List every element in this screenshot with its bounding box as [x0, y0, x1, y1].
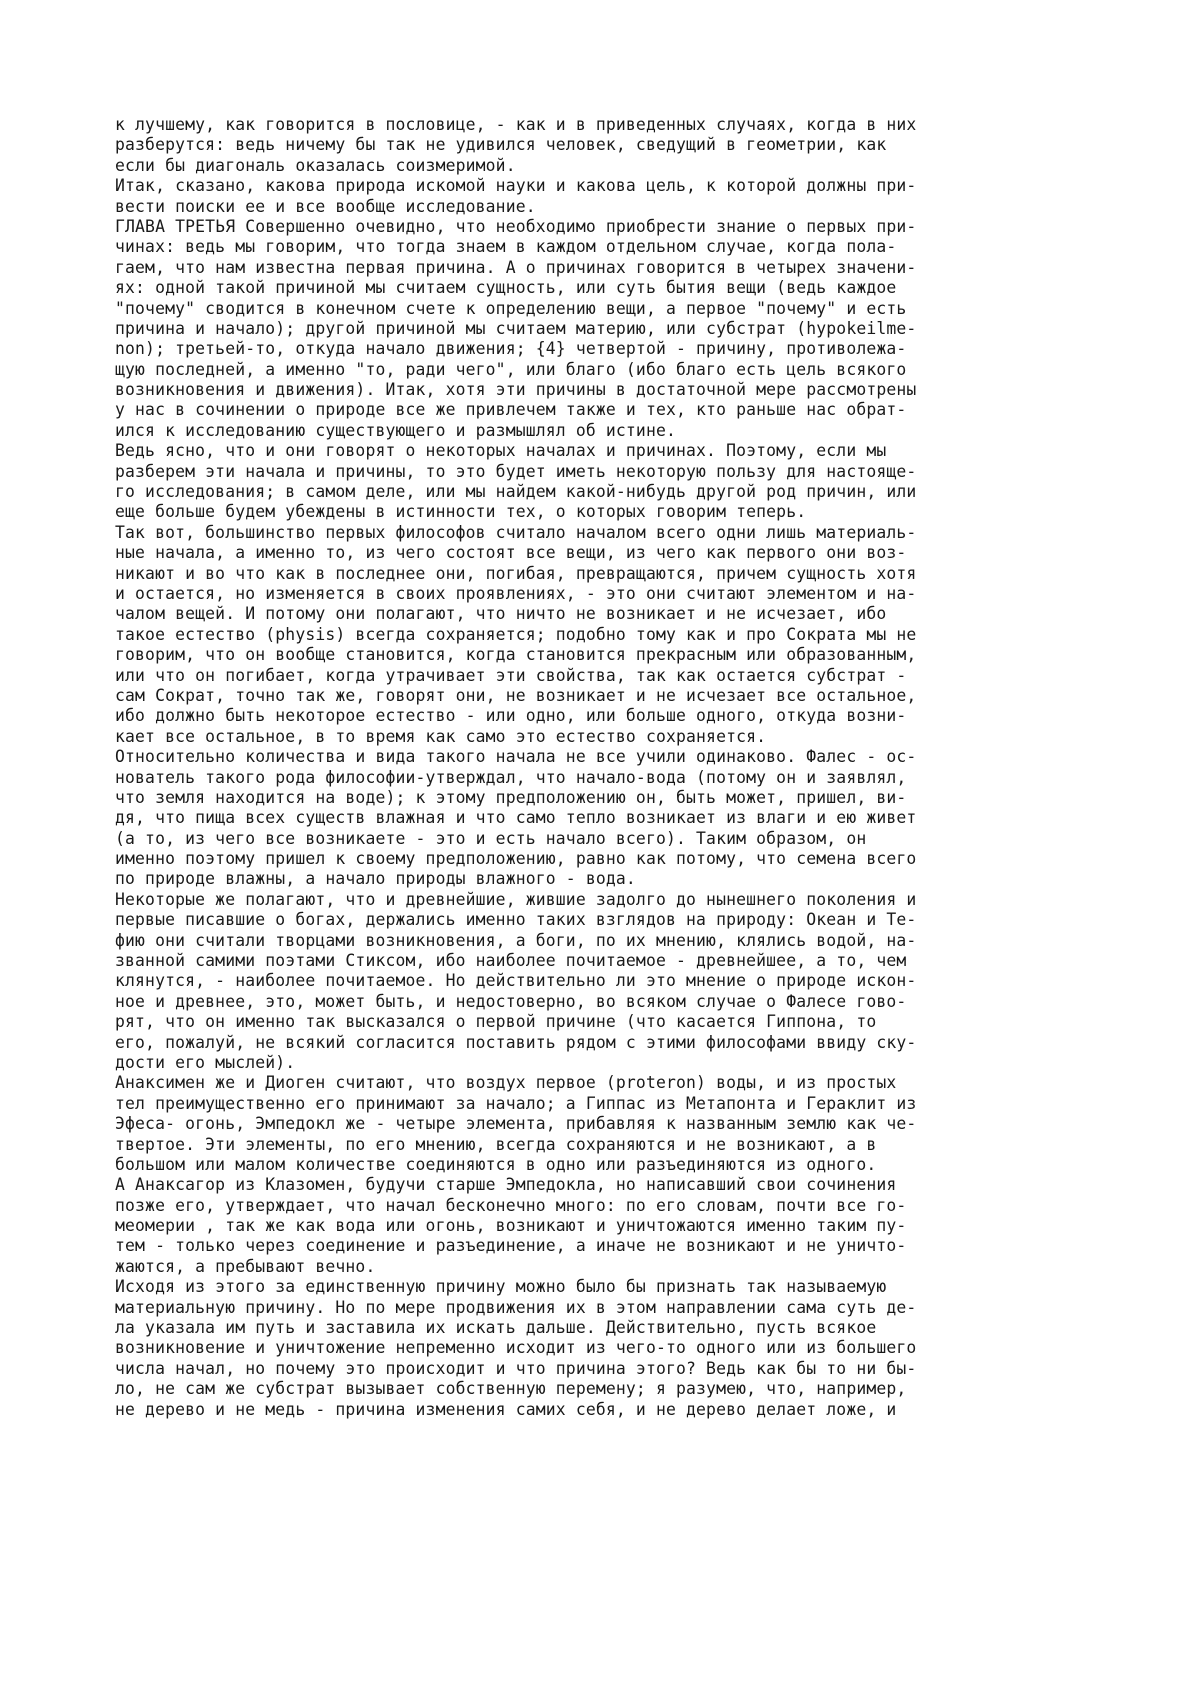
text-line: меомерии , так же как вода или огонь, возникают и уничтожаются именно таким пу-: [115, 1216, 907, 1236]
text-line: щую последней, а именно "то, ради чего", или благо (ибо благо есть цель всякого: [115, 359, 907, 379]
text-line: ГЛАВА ТРЕТЬЯ Совершенно очевидно, что необходимо приобрести знание о первых при-: [115, 216, 917, 236]
text-line: дя, что пища всех существ влажная и что само тепло возникает из влаги и ею живет: [115, 808, 917, 828]
text-line: ные начала, а именно то, из чего состоят все вещи, из чего как первого они воз-: [115, 543, 907, 563]
text-line: его, пожалуй, не всякий согласится поставить рядом с этими философами ввиду ску-: [115, 1032, 917, 1052]
text-line: материальную причину. Но по мере продвижения их в этом направлении сама суть де-: [115, 1297, 917, 1317]
text-line: большом или малом количестве соединяются в одно или разъединяются из одного.: [115, 1154, 877, 1174]
text-line: ибо должно быть некоторое естество - или одно, или больше одного, откуда возни-: [115, 706, 907, 726]
text-line: non); третьей-то, откуда начало движения; {4} четвертой - причину, противолежа-: [115, 339, 907, 359]
text-line: никают и во что как в последнее они, погибая, превращаются, причем сущность хотя: [115, 563, 917, 583]
text-line: Так вот, большинство первых философов считало началом всего одни лишь материаль-: [115, 522, 917, 542]
text-line: клянутся, - наиболее почитаемое. Но действительно ли это мнение о природе искон-: [115, 971, 917, 991]
text-line: или что он погибает, когда утрачивает эти свойства, так как остается субстрат -: [115, 665, 907, 685]
text-line: причина и начало); другой причиной мы считаем материю, или субстрат (hypokeilme-: [115, 318, 917, 338]
text-line: нователь такого рода философии-утверждал, что начало-вода (потому он и заявлял,: [115, 767, 907, 787]
text-line: у нас в сочинении о природе все же привлечем также и тех, кто раньше нас обрат-: [115, 400, 907, 420]
text-line: ях: одной такой причиной мы считаем сущность, или суть бытия вещи (ведь каждое: [115, 278, 897, 298]
text-line: ился к исследованию существующего и размышлял об истине.: [115, 420, 677, 440]
text-line: не дерево и не медь - причина изменения самих себя, и не дерево делает ложе, и: [115, 1399, 897, 1419]
text-line: дости его мыслей).: [115, 1052, 296, 1072]
text-line: разберем эти начала и причины, то это будет иметь некоторую пользу для настояще-: [115, 461, 917, 481]
text-line: Эфеса- огонь, Эмпедокл же - четыре элемента, прибавляя к названным землю как че-: [115, 1114, 917, 1134]
text-line: числа начал, но почему это происходит и что причина этого? Ведь как бы то ни бы-: [115, 1358, 917, 1378]
text-line: ло, не сам же субстрат вызывает собственную перемену; я разумею, что, например,: [115, 1379, 907, 1399]
text-line: и остается, но изменяется в своих проявлениях, - это они считают элементом и на-: [115, 583, 917, 603]
text-line: тел преимущественно его принимают за начало; а Гиппас из Метапонта и Гераклит из: [115, 1093, 917, 1113]
text-line: разберутся: ведь ничему бы так не удивился человек, сведущий в геометрии, как: [115, 135, 887, 155]
text-line: чинах: ведь мы говорим, что тогда знаем в каждом отдельном случае, когда пола-: [115, 237, 897, 257]
text-line: к лучшему, как говорится в пословице, - как и в приведенных случаях, когда в них: [115, 115, 917, 134]
text-line: первые писавшие о богах, держались именно таких взглядов на природу: Океан и Те-: [115, 910, 917, 930]
text-line: А Анаксагор из Клазомен, будучи старше Эмпедокла, но написавший свои сочинения: [115, 1175, 897, 1195]
text-line: Ведь ясно, что и они говорят о некоторых началах и причинах. Поэтому, если мы: [115, 441, 887, 461]
text-line: говорим, что он вообще становится, когда становится прекрасным или образованным,: [115, 645, 917, 665]
text-line: тем - только через соединение и разъединение, а иначе не возникают и не уничто-: [115, 1236, 907, 1256]
text-line: го исследования; в самом деле, или мы найдем какой-нибудь другой род причин, или: [115, 482, 917, 502]
text-line: позже его, утверждает, что начал бесконечно много: по его словам, почти все го-: [115, 1195, 907, 1215]
text-line: рят, что он именно так высказался о первой причине (что касается Гиппона, то: [115, 1012, 877, 1032]
document-text: [115, 115, 1105, 1420]
text-line: твертое. Эти элементы, по его мнению, всегда сохраняются и не возникают, а в: [115, 1134, 877, 1154]
text-line: Итак, сказано, какова природа искомой науки и какова цель, к которой должны при-: [115, 176, 917, 196]
text-line: (а то, из чего все возникаете - это и есть начало всего). Таким образом, он: [115, 828, 867, 848]
text-line: что земля находится на воде); к этому предположению он, быть может, пришел, ви-: [115, 787, 907, 807]
text-line: жаются, а пребывают вечно.: [115, 1256, 376, 1276]
text-line: если бы диагональ оказалась соизмеримой.: [115, 155, 516, 175]
text-line: еще больше будем убеждены в истинности тех, о которых говорим теперь.: [115, 502, 807, 522]
text-line: фию они считали творцами возникновения, а боги, по их мнению, клялись водой, на-: [115, 930, 917, 950]
text-line: Некоторые же полагают, что и древнейшие, жившие задолго до нынешнего поколения и: [115, 889, 917, 909]
text-line: гаем, что нам известна первая причина. А о причинах говорится в четырех значени-: [115, 257, 917, 277]
text-line: такое естество (physis) всегда сохраняется; подобно тому как и про Сократа мы не: [115, 624, 917, 644]
text-line: вести поиски ее и все вообще исследование.: [115, 196, 536, 216]
text-line: возникновение и уничтожение непременно исходит из чего-то одного или из большего: [115, 1338, 917, 1358]
text-line: кает все остальное, в то время как само это естество сохраняется.: [115, 726, 767, 746]
text-line: именно поэтому пришел к своему предположению, равно как потому, что семена всего: [115, 849, 917, 869]
text-line: Относительно количества и вида такого начала не все учили одинаково. Фалес - ос-: [115, 747, 917, 767]
text-line: чалом вещей. И потому они полагают, что ничто не возникает и не исчезает, ибо: [115, 604, 887, 624]
text-line: ное и древнее, это, может быть, и недостоверно, во всяком случае о Фалесе гово-: [115, 991, 907, 1011]
text-line: сам Сократ, точно так же, говорят они, не возникает и не исчезает все остальное,: [115, 685, 917, 705]
text-line: "почему" сводится в конечном счете к определению вещи, а первое "почему" и есть: [115, 298, 907, 318]
text-line: Анаксимен же и Диоген считают, что воздух первое (proteron) воды, и из простых: [115, 1073, 897, 1093]
text-line: Исходя из этого за единственную причину можно было бы признать так называемую: [115, 1277, 887, 1297]
text-line: по природе влажны, а начало природы влажного - вода.: [115, 869, 636, 889]
text-line: званной самими поэтами Стиксом, ибо наиболее почитаемое - древнейшее, а то, чем: [115, 951, 907, 971]
text-line: ла указала им путь и заставила их искать дальше. Действительно, пусть всякое: [115, 1318, 877, 1338]
text-line: возникновения и движения). Итак, хотя эти причины в достаточной мере рассмотрены: [115, 380, 917, 400]
